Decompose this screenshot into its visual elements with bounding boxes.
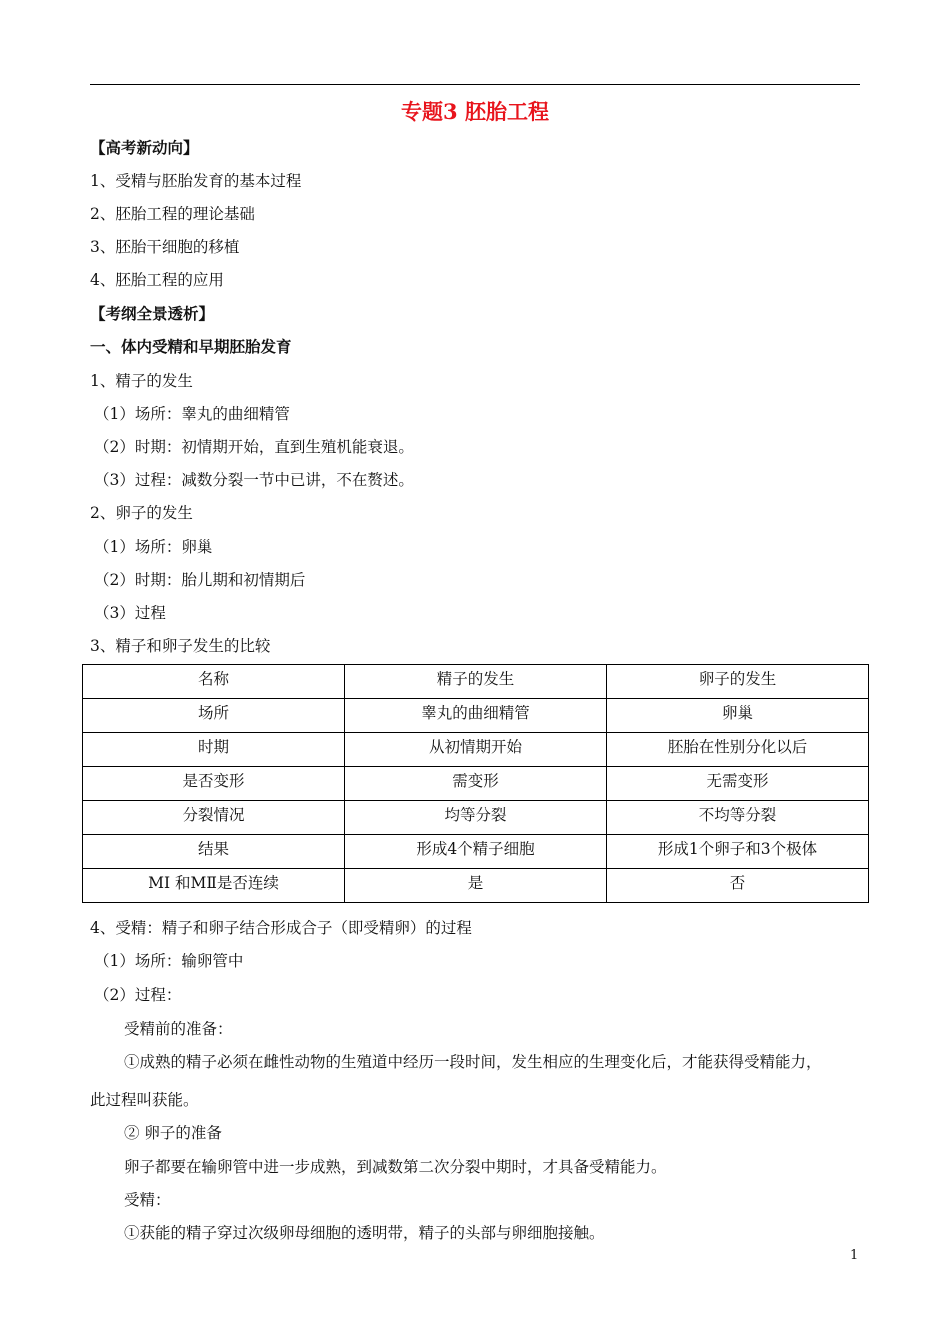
table-row [83,733,869,767]
fert-item-1: ①获能的精子穿过次级卵母细胞的透明带，精子的头部与卵细胞接触。 [124,1224,605,1242]
egg-item: （2）时期：胎儿期和初情期后 [94,571,306,589]
table-header-row [83,665,869,699]
prep-item-2-text: 卵子都要在输卵管中进一步成熟，到减数第二次分裂中期时，才具备受精能力。 [124,1158,667,1176]
analysis-subheading: 一、体内受精和早期胚胎发育 [90,337,292,356]
table-header-cell: 卵子的发生 [607,665,869,699]
table-row [83,835,869,869]
table-cell: 卵巢 [607,699,869,733]
page-title: 专题3 胚胎工程 [401,99,549,124]
table-cell: 形成4个精子细胞 [345,835,607,869]
sperm-item: （1）场所：睾丸的曲细精管 [94,405,290,423]
table-row [83,869,869,903]
header-rule [90,84,860,85]
trend-item: 2、胚胎工程的理论基础 [90,205,255,223]
egg-title: 2、卵子的发生 [90,504,193,522]
prep-heading: 受精前的准备： [124,1020,233,1038]
trend-item: 4、胚胎工程的应用 [90,271,224,289]
table-row [83,767,869,801]
table-cell: 无需变形 [607,767,869,801]
table-cell: 场所 [83,699,345,733]
trend-item: 3、胚胎干细胞的移植 [90,238,240,256]
prep-item-1-continued: 此过程叫获能。 [90,1091,199,1109]
sperm-title: 1、精子的发生 [90,372,193,390]
sperm-item: （2）时期：初情期开始，直到生殖机能衰退。 [94,438,414,456]
egg-item: （3）过程 [94,604,166,622]
table-cell: 睾丸的曲细精管 [345,699,607,733]
prep-item-2: ② 卵子的准备 [124,1124,222,1142]
trend-item: 1、受精与胚胎发育的基本过程 [90,172,302,190]
table-row [83,699,869,733]
analysis-heading: 【考纲全景透析】 [90,304,215,323]
table-cell: 是否变形 [83,767,345,801]
prep-item-1: ①成熟的精子必须在雌性动物的生殖道中经历一段时间，发生相应的生理变化后，才能获得受精能力， [124,1053,822,1071]
table-header-cell: 精子的发生 [345,665,607,699]
table-cell: 需变形 [345,767,607,801]
table-header-cell: 名称 [83,665,345,699]
table-cell: 从初情期开始 [345,733,607,767]
fert-heading: 受精： [124,1191,171,1209]
table-cell: 是 [345,869,607,903]
table-cell: 胚胎在性别分化以后 [607,733,869,767]
page-number: 1 [850,1248,859,1263]
table-cell: 时期 [83,733,345,767]
table-cell: MⅠ 和MⅡ是否连续 [83,869,345,903]
table-cell: 分裂情况 [83,801,345,835]
egg-item: （1）场所：卵巢 [94,538,213,556]
comparison-table [82,664,869,903]
table-cell: 结果 [83,835,345,869]
table-cell: 不均等分裂 [607,801,869,835]
table-row [83,801,869,835]
fertilization-title: 4、受精：精子和卵子结合形成合子（即受精卵）的过程 [90,919,472,937]
fertilization-place: （1）场所：输卵管中 [94,952,244,970]
table-cell: 均等分裂 [345,801,607,835]
table-cell: 形成1个卵子和3个极体 [607,835,869,869]
comparison-title: 3、精子和卵子发生的比较 [90,637,271,655]
sperm-item: （3）过程：减数分裂一节中已讲，不在赘述。 [94,471,414,489]
fertilization-process: （2）过程： [94,986,182,1004]
table-cell: 否 [607,869,869,903]
trends-heading: 【高考新动向】 [90,138,199,157]
